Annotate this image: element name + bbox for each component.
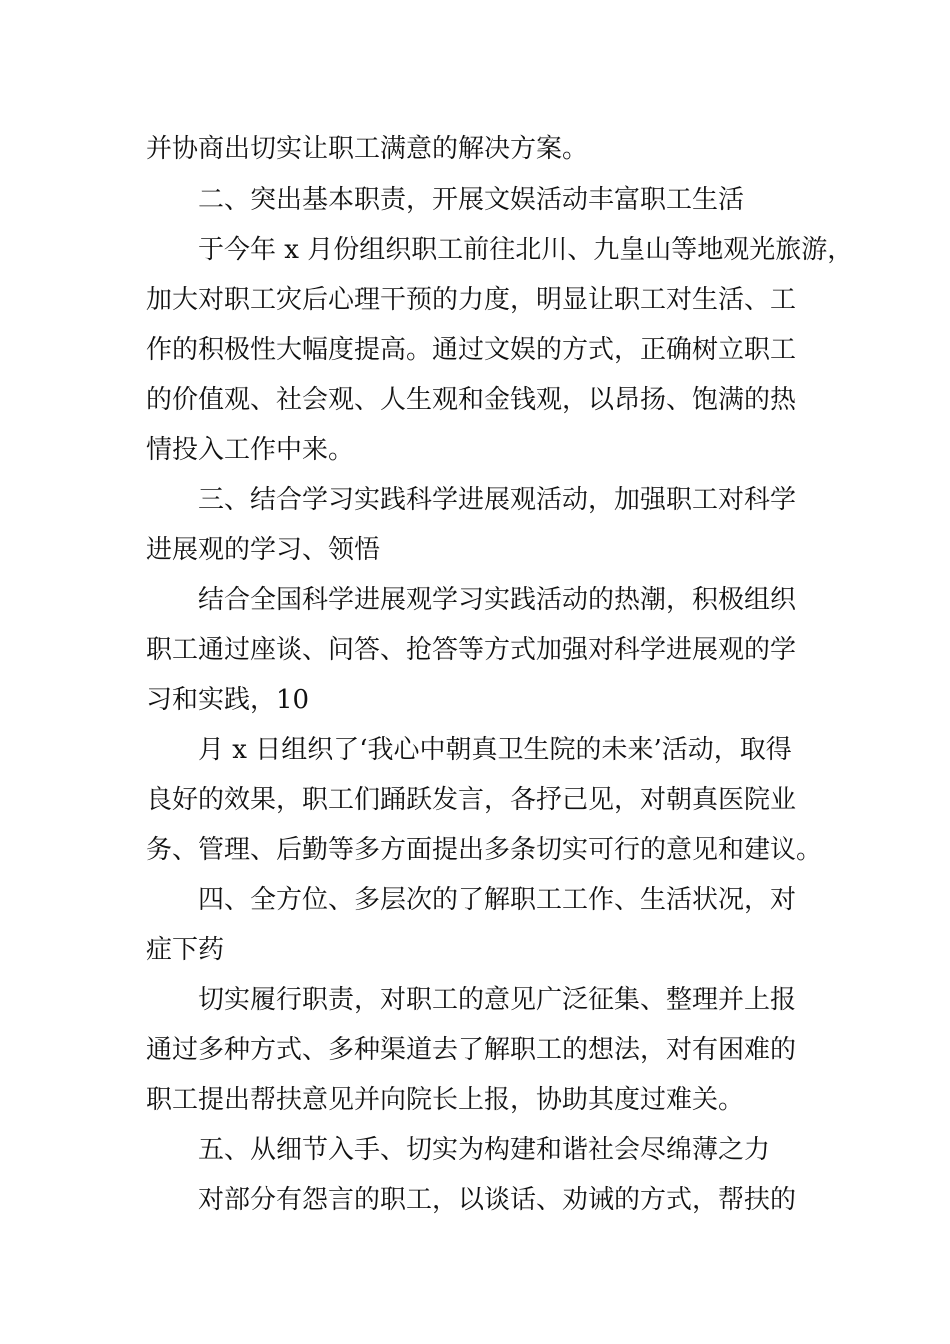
text-line: 加大对职工灾后心理干预的力度，明显让职工对生活、工 [146, 285, 797, 315]
text-line: 月 x 日组织了‘我心中朝真卫生院的未来’活动，取得 [198, 735, 792, 765]
section-heading: 二、突出基本职责，开展文娱活动丰富职工生活 [198, 185, 745, 215]
text-line: 通过多种方式、多种渠道去了解职工的想法，对有困难的 [146, 1035, 797, 1065]
text-line: 对部分有怨言的职工，以谈话、劝诫的方式，帮扶的 [198, 1185, 797, 1215]
section-heading-continued: 症下药 [146, 935, 225, 965]
text-line: 职工提出帮扶意见并向院长上报，协助其度过难关。 [146, 1085, 745, 1115]
text-line: 的价值观、社会观、人生观和金钱观，以昂扬、饱满的热 [146, 385, 797, 415]
text-line: 良好的效果，职工们踊跃发言，各抒己见，对朝真医院业 [146, 785, 797, 815]
text-line: 并协商出切实让职工满意的解决方案。 [146, 134, 589, 164]
text-line: 职工通过座谈、问答、抢答等方式加强对科学进展观的学 [146, 635, 797, 665]
text-line: 情投入工作中来。 [146, 435, 355, 465]
section-heading-continued: 进展观的学习、领悟 [146, 535, 381, 565]
section-heading: 四、全方位、多层次的了解职工工作、生活状况，对 [198, 885, 797, 915]
text-line: 结合全国科学进展观学习实践活动的热潮，积极组织 [198, 585, 797, 615]
text-line: 于今年 x 月份组织职工前往北川、九皇山等地观光旅游， [198, 235, 854, 265]
section-heading: 三、结合学习实践科学进展观活动，加强职工对科学 [198, 485, 797, 515]
text-line: 切实履行职责，对职工的意见广泛征集、整理并上报 [198, 985, 797, 1015]
section-heading: 五、从细节入手、切实为构建和谐社会尽绵薄之力 [198, 1135, 771, 1165]
text-line: 习和实践，10 [146, 685, 310, 715]
text-line: 作的积极性大幅度提高。通过文娱的方式，正确树立职工 [146, 335, 797, 365]
text-line: 务、管理、后勤等多方面提出多条切实可行的意见和建议。 [146, 835, 823, 865]
